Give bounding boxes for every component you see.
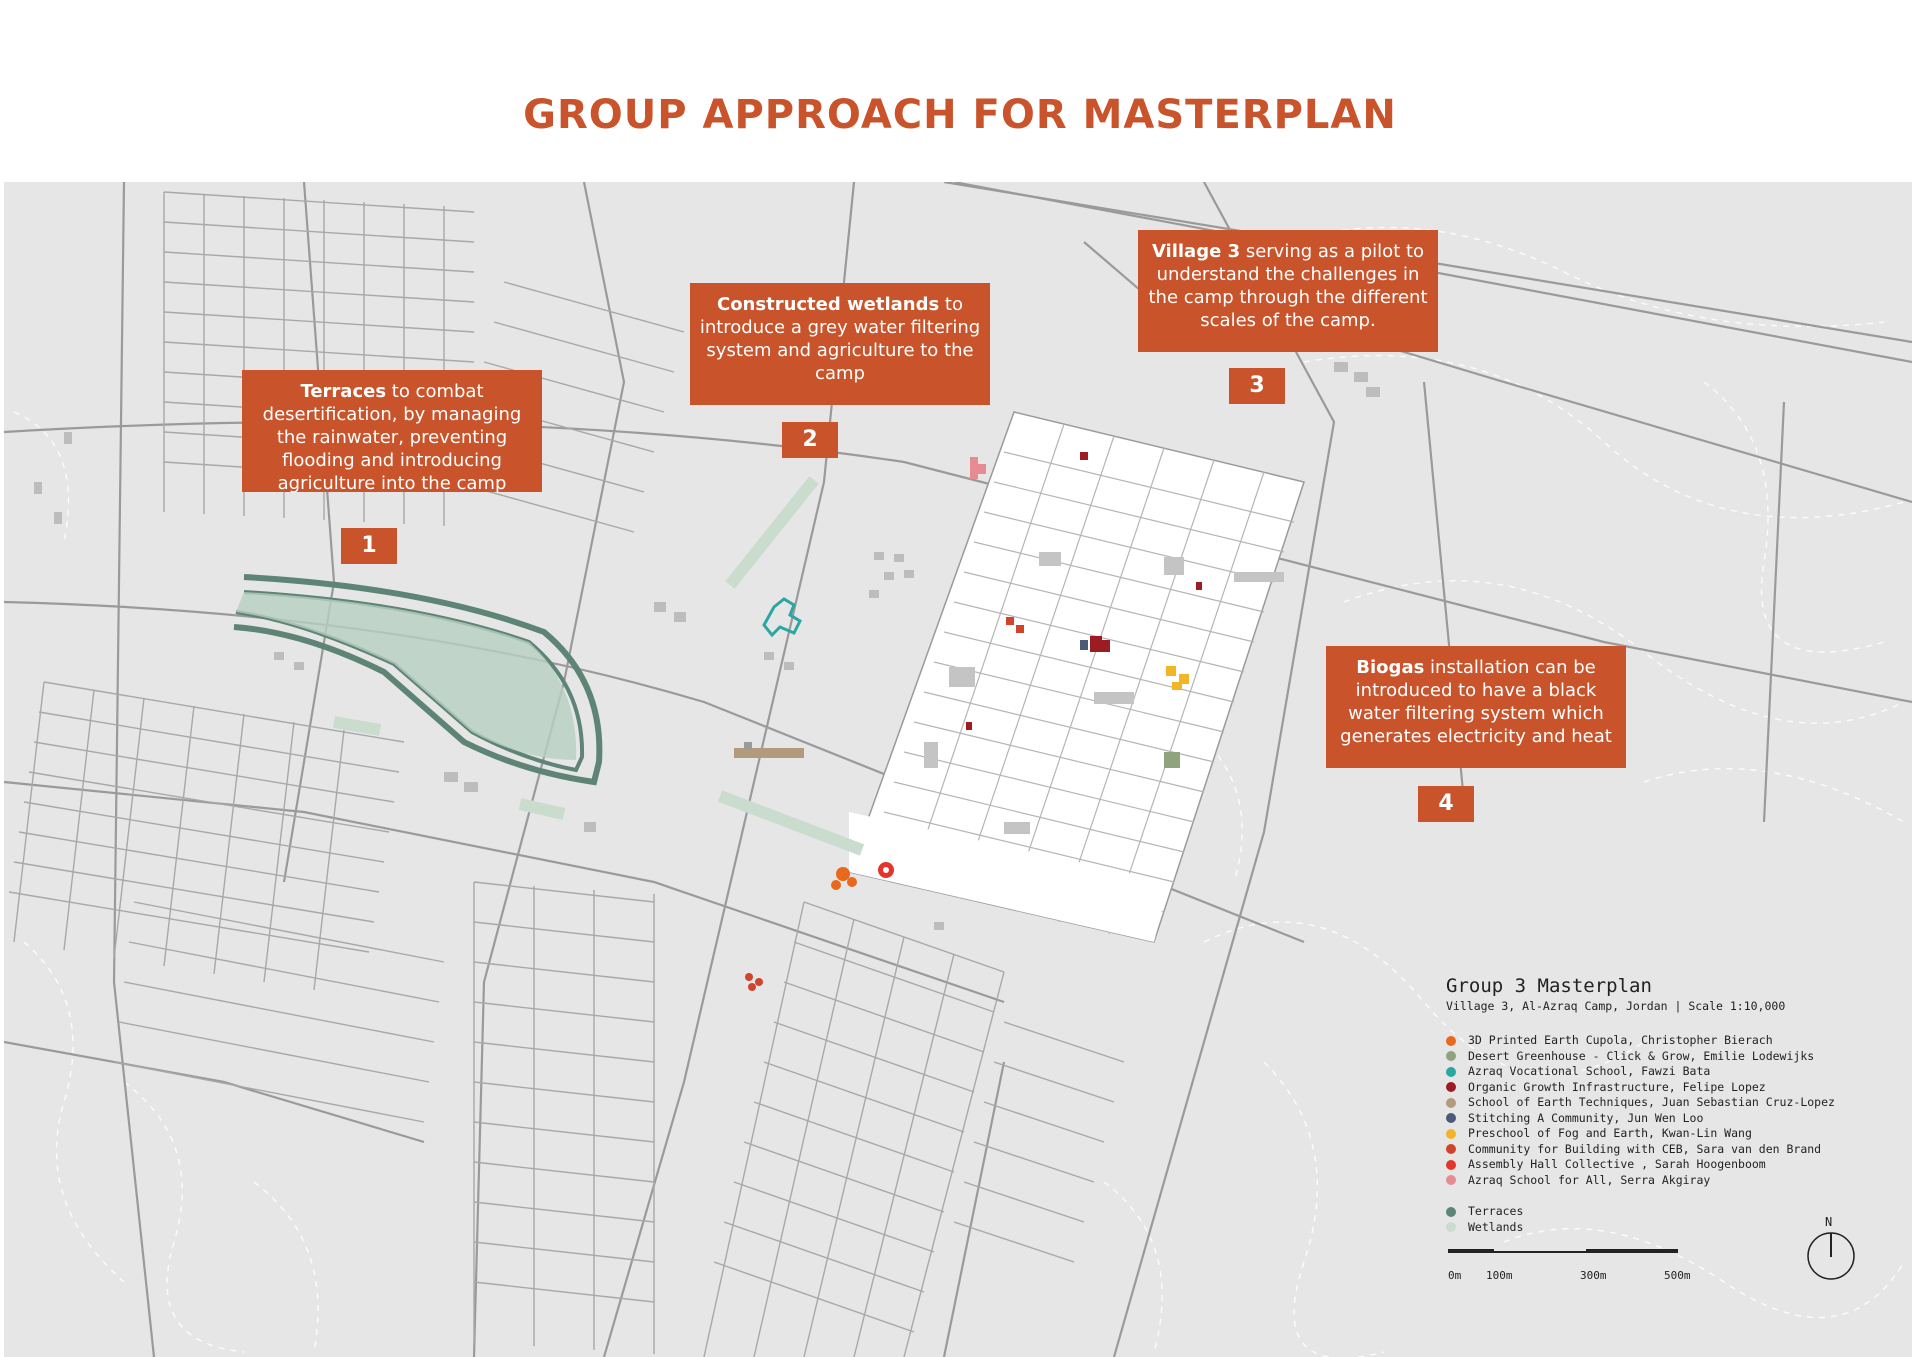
project-label: Azraq Vocational School, Fawzi Bata <box>1468 1064 1711 1078</box>
project-legend-item <box>1446 1064 1886 1080</box>
project-label: Organic Growth Infrastructure, Felipe Lopez <box>1468 1079 1766 1094</box>
project-legend-item <box>1446 1142 1886 1158</box>
callout-number-1: 1 <box>341 528 397 564</box>
scale-label-0: 0m <box>1448 1269 1462 1282</box>
scale-bar <box>1448 1247 1691 1282</box>
project-color-dot <box>1446 1129 1456 1139</box>
legend-projects <box>1446 1033 1886 1188</box>
callout-wetlands-bold: Constructed wetlands <box>716 294 940 315</box>
scale-label-100: 100m <box>1486 1269 1513 1282</box>
feature-color-dot <box>1446 1222 1456 1232</box>
project-color-dot <box>1446 1051 1456 1061</box>
north-label: N <box>1825 1215 1833 1229</box>
callout-village-3-text: serving as a pilot to understand the challenges in the camp through the different scales of the camp. <box>1148 241 1428 331</box>
scale-label-500: 500m <box>1664 1269 1691 1282</box>
project-color-dot <box>1446 1098 1456 1108</box>
scale-segment-2 <box>1494 1251 1586 1253</box>
project-color-dot <box>1446 1144 1456 1154</box>
legend-subtitle: Village 3, Al-Azraq Camp, Jordan | Scale 1:10,000 <box>1446 999 1786 1013</box>
legend-title: Group 3 Masterplan <box>1446 975 1652 997</box>
feature-label: Terraces <box>1468 1204 1524 1218</box>
project-legend-item <box>1446 1033 1886 1049</box>
callout-village-3-bold: Village 3 <box>1151 241 1241 262</box>
feature-label: Wetlands <box>1468 1219 1524 1234</box>
page-title: GROUP APPROACH FOR MASTERPLAN <box>523 92 1397 138</box>
project-legend-item <box>1446 1111 1886 1127</box>
project-legend-item <box>1446 1049 1886 1065</box>
project-legend-item <box>1446 1126 1886 1142</box>
callout-number-3: 3 <box>1229 368 1285 404</box>
feature-color-dot <box>1446 1207 1456 1217</box>
callout-biogas-text: installation can be introduced to have a black water filtering system which generates electricity and heat <box>1340 657 1612 747</box>
compass-icon <box>1806 1231 1856 1281</box>
north-arrow <box>1806 1215 1856 1281</box>
project-label: Community for Building with CEB, Sara van den Brand <box>1468 1141 1822 1156</box>
project-color-dot <box>1446 1036 1456 1046</box>
scale-segment-3 <box>1586 1249 1678 1253</box>
project-label: Stitching A Community, Jun Wen Loo <box>1468 1110 1704 1125</box>
project-legend-item <box>1446 1157 1886 1173</box>
map-legend <box>1446 975 1886 1235</box>
callout-biogas-bold: Biogas <box>1356 657 1425 678</box>
project-color-dot <box>1446 1082 1456 1092</box>
project-legend-item <box>1446 1095 1886 1111</box>
project-label: School of Earth Techniques, Juan Sebastian Cruz-Lopez <box>1468 1095 1835 1109</box>
west-grid <box>9 192 684 1354</box>
callout-terraces-bold: Terraces <box>300 381 387 402</box>
project-legend-item <box>1446 1080 1886 1096</box>
callout-terraces <box>242 370 542 492</box>
callout-number-4: 4 <box>1418 786 1474 822</box>
project-color-dot <box>1446 1113 1456 1123</box>
callout-terraces-text: to combat desertification, by managing the rainwater, preventing flooding and introducing agriculture into the camp <box>262 381 522 494</box>
callout-wetlands <box>690 283 990 405</box>
scale-segment-1 <box>1448 1249 1494 1253</box>
project-label: Desert Greenhouse - Click & Grow, Emilie Lodewijks <box>1468 1048 1815 1063</box>
callout-village-3 <box>1138 230 1438 352</box>
project-color-dot <box>1446 1067 1456 1077</box>
village-3 <box>849 412 1304 942</box>
project-label: 3D Printed Earth Cupola, Christopher Bierach <box>1468 1033 1773 1047</box>
callout-biogas <box>1326 646 1626 768</box>
project-label: Azraq School for All, Serra Akgiray <box>1468 1172 1711 1187</box>
callout-wetlands-text: to introduce a grey water filtering system and agriculture to the camp <box>699 294 981 384</box>
scale-label-300: 300m <box>1580 1269 1607 1282</box>
project-label: Preschool of Fog and Earth, Kwan-Lin Wang <box>1468 1126 1752 1140</box>
project-label: Assembly Hall Collective , Sarah Hoogenboom <box>1468 1157 1766 1171</box>
project-color-dot <box>1446 1160 1456 1170</box>
project-color-dot <box>1446 1175 1456 1185</box>
project-legend-item <box>1446 1173 1886 1189</box>
callout-number-2: 2 <box>782 422 838 458</box>
